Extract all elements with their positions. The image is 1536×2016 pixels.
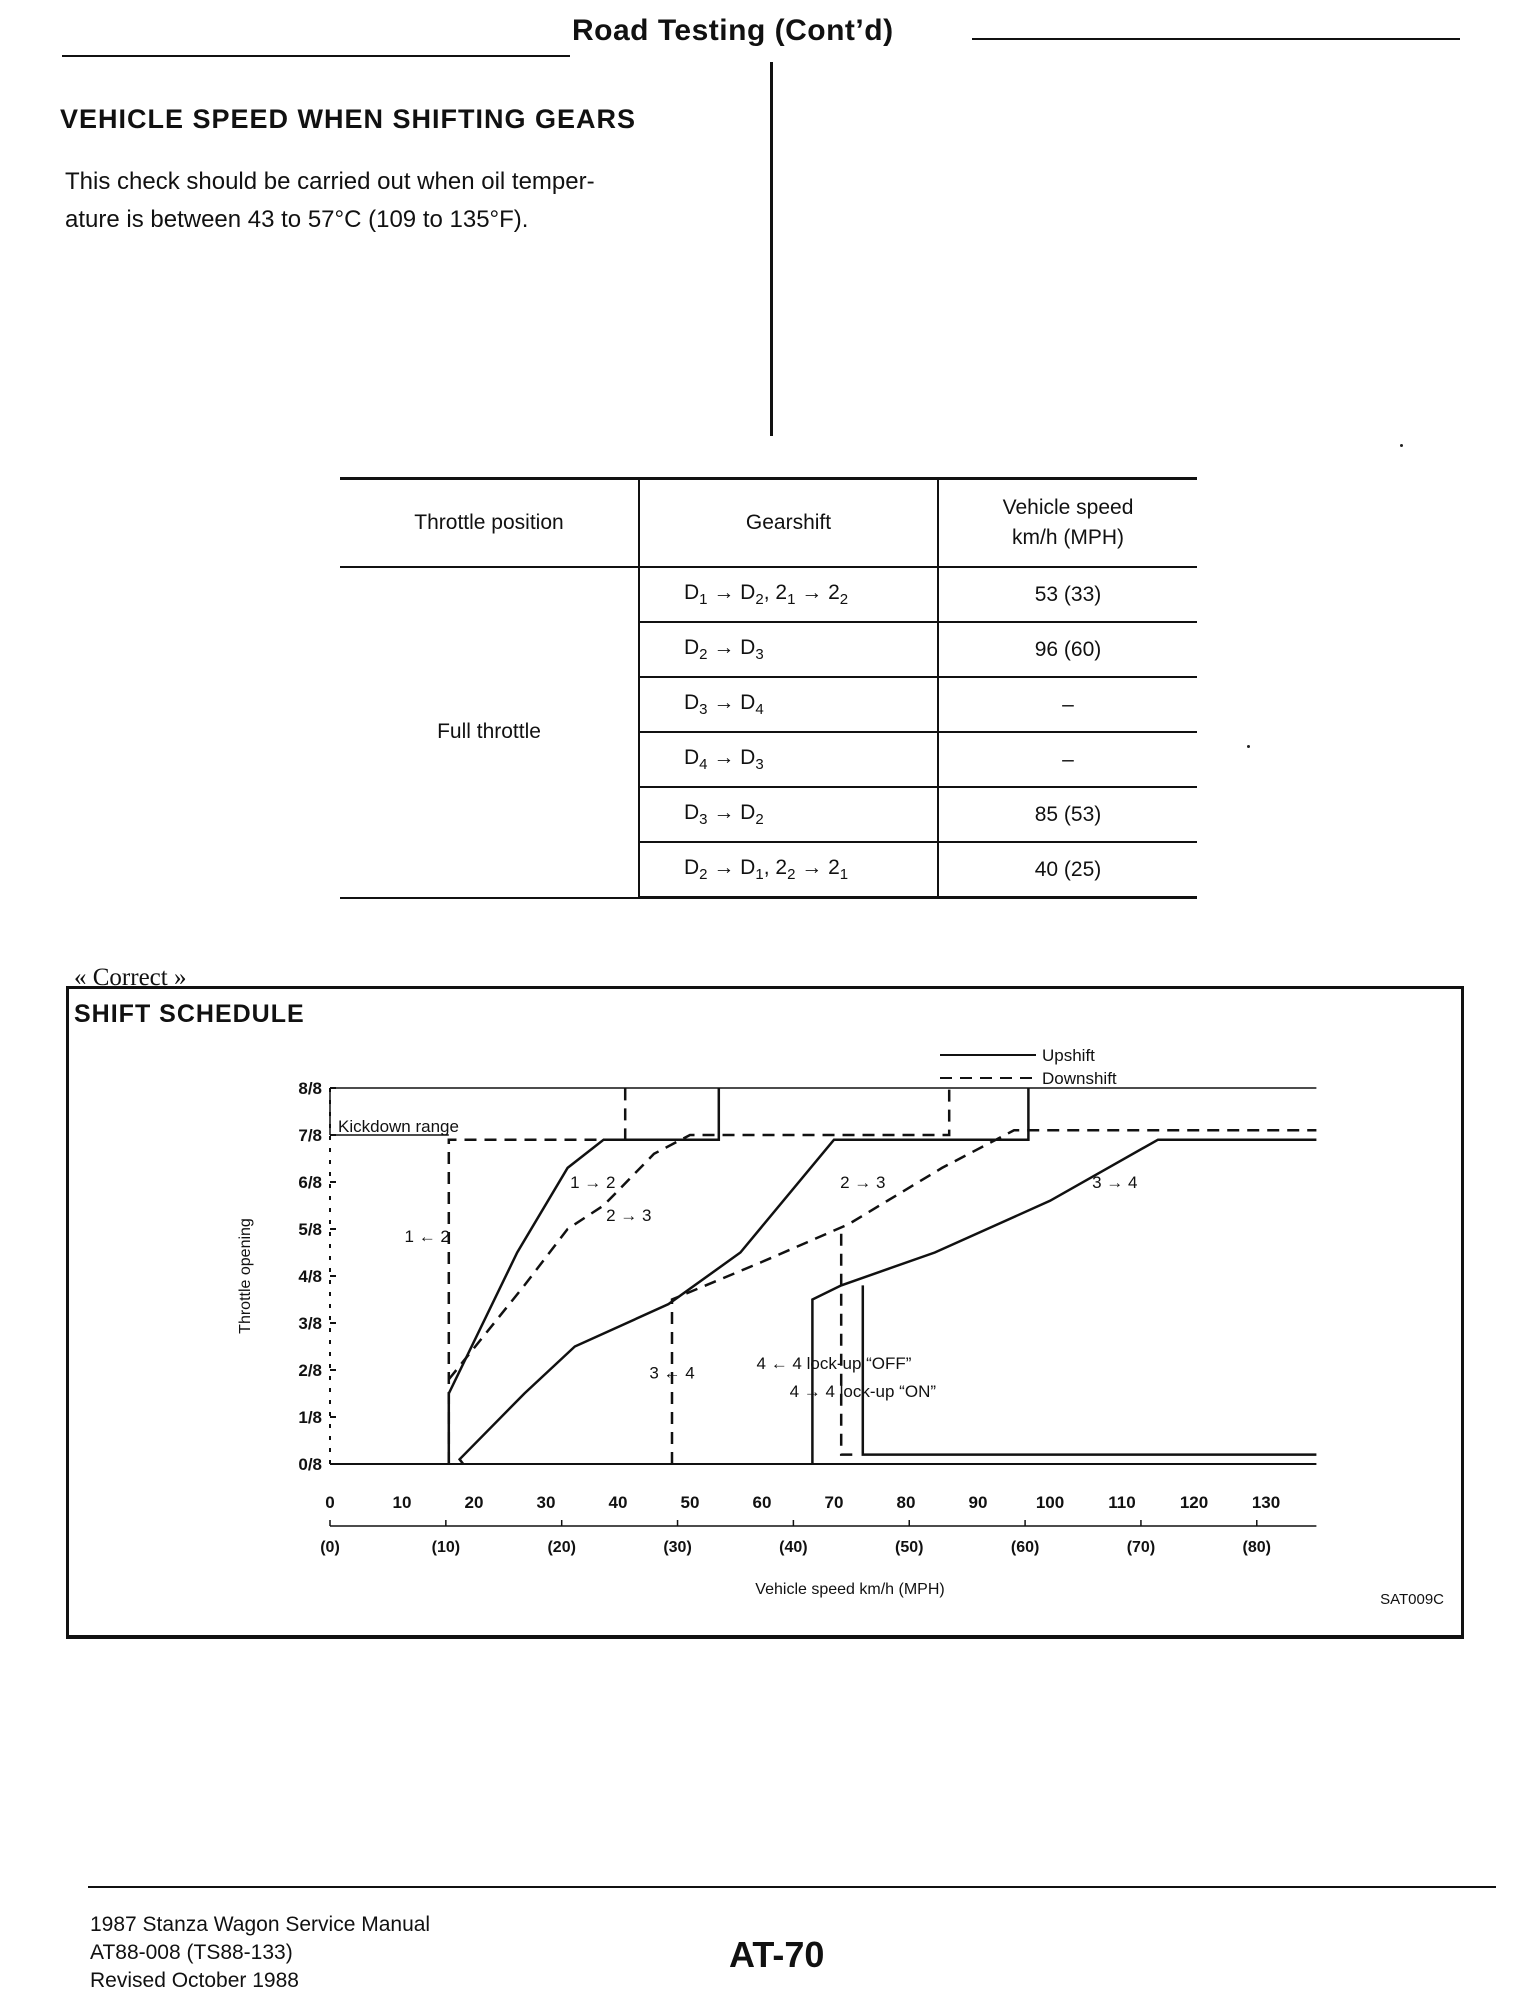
legend-downshift-label: Downshift [1042, 1069, 1117, 1088]
x-tick-label-kmh: 20 [464, 1493, 484, 1512]
upshift-line [863, 1285, 1317, 1454]
shift-annotation: 4 ← 4 lock-up “OFF” [756, 1353, 912, 1373]
gearshift-cell: $D_2 \to D_3$ [639, 622, 938, 677]
upshift-line [460, 1088, 1029, 1464]
y-tick-label: 5/8 [298, 1220, 322, 1239]
x-tick-label-kmh: 120 [1179, 1493, 1209, 1512]
footer-line-2: AT88-008 (TS88-133) [90, 1941, 293, 1964]
shift-annotation: 1 ← 2 [404, 1227, 450, 1247]
y-tick-label: 8/8 [298, 1079, 322, 1098]
y-tick-label: 0/8 [298, 1455, 322, 1474]
y-tick-label: 3/8 [298, 1314, 322, 1333]
footer-manual-info [90, 1911, 430, 1995]
shift-annotation: 2 → 3 [840, 1173, 886, 1192]
figure-code: SAT009C [1380, 1591, 1444, 1608]
upshift-line [812, 1140, 1316, 1464]
y-tick-label: 6/8 [298, 1173, 322, 1192]
x-tick-label-mph: (80) [1242, 1539, 1272, 1556]
x-tick-label-mph: (10) [431, 1539, 461, 1556]
gearshift-cell: $D_4 \to D_3$ [639, 732, 938, 787]
x-tick-label-mph: (60) [1010, 1539, 1040, 1556]
x-tick-label-kmh: 100 [1035, 1493, 1065, 1512]
section-title: VEHICLE SPEED WHEN SHIFTING GEARS [60, 104, 637, 134]
section-body-line-2: ature is between 43 to 57°C (109 to 135°F). [65, 206, 529, 233]
shift-annotation: 1 → 2 [570, 1173, 616, 1192]
shift-annotation: 3 ← 4 [649, 1363, 695, 1383]
shift-annotation: 3 → 4 [1092, 1173, 1138, 1192]
speed-cell: – [938, 677, 1197, 732]
header-vehicle-speed-line1: Vehicle speed [1002, 496, 1134, 519]
downshift-line [841, 1234, 855, 1455]
x-axis-label: Vehicle speed km/h (MPH) [755, 1581, 945, 1598]
speed-cell: 40 (25) [938, 842, 1197, 898]
y-tick-label: 1/8 [298, 1408, 322, 1427]
y-tick-label: 2/8 [298, 1361, 322, 1380]
gearshift-cell: $D_3 \to D_4$ [639, 677, 938, 732]
page-header-title: Road Testing (Cont’d) [572, 14, 894, 47]
x-tick-label-kmh: 10 [392, 1493, 412, 1512]
upshift-line [449, 1088, 719, 1464]
x-tick-label-mph: (70) [1126, 1539, 1156, 1556]
x-tick-label-kmh: 0 [325, 1493, 335, 1512]
x-tick-label-kmh: 130 [1251, 1493, 1281, 1512]
x-tick-label-kmh: 70 [824, 1493, 844, 1512]
kickdown-range-label: Kickdown range [338, 1117, 459, 1136]
footer-line-1: 1987 Stanza Wagon Service Manual [90, 1913, 431, 1936]
speed-cell: 96 (60) [938, 622, 1197, 677]
header-vehicle-speed-line2: km/h (MPH) [1012, 526, 1124, 549]
y-axis-label: Throttle opening [237, 1218, 254, 1334]
shift-annotation: 4 → 4 lock-up “ON” [789, 1382, 937, 1402]
correct-label: « Correct » [74, 964, 187, 991]
x-tick-label-kmh: 80 [896, 1493, 916, 1512]
speed-cell: 85 (53) [938, 787, 1197, 842]
x-tick-label-mph: (20) [547, 1539, 576, 1556]
gearshift-cell: $D_2 \to D_1$, $2_2 \to 2_1$ [639, 842, 938, 898]
gearshift-cell: $D_1 \to D_2$, $2_1 \to 2_2$ [639, 567, 938, 622]
legend-upshift-label: Upshift [1042, 1046, 1095, 1065]
x-tick-label-mph: (40) [779, 1539, 808, 1556]
footer-rule [88, 1886, 1496, 1888]
section-body-line-1: This check should be carried out when oil temper- [65, 168, 595, 195]
x-tick-label-kmh: 50 [680, 1493, 700, 1512]
speed-cell: – [938, 732, 1197, 787]
x-tick-label-mph: (30) [663, 1539, 692, 1556]
header-gearshift: Gearshift [639, 479, 938, 568]
x-tick-label-kmh: 40 [608, 1493, 628, 1512]
x-tick-label-mph: (50) [895, 1539, 924, 1556]
speed-cell: 53 (33) [938, 567, 1197, 622]
x-tick-label-kmh: 60 [752, 1493, 772, 1512]
downshift-line [449, 1088, 949, 1379]
downshift-line [672, 1130, 1316, 1464]
page-number: AT-70 [729, 1934, 825, 1975]
chart-title: SHIFT SCHEDULE [74, 1000, 305, 1028]
shift-annotation: 2 → 3 [606, 1205, 652, 1225]
x-tick-label-kmh: 30 [536, 1493, 556, 1512]
gearshift-cell: $D_3 \to D_2$ [639, 787, 938, 842]
x-tick-label-kmh: 110 [1108, 1493, 1136, 1512]
throttle-cell: Full throttle [340, 567, 639, 898]
header-throttle-position: Throttle position [340, 479, 639, 568]
x-tick-label-mph: (0) [320, 1539, 340, 1556]
footer-line-3: Revised October 1988 [90, 1969, 299, 1992]
y-tick-label: 4/8 [298, 1267, 322, 1286]
y-tick-label: 7/8 [298, 1126, 322, 1145]
x-tick-label-kmh: 90 [968, 1493, 988, 1512]
